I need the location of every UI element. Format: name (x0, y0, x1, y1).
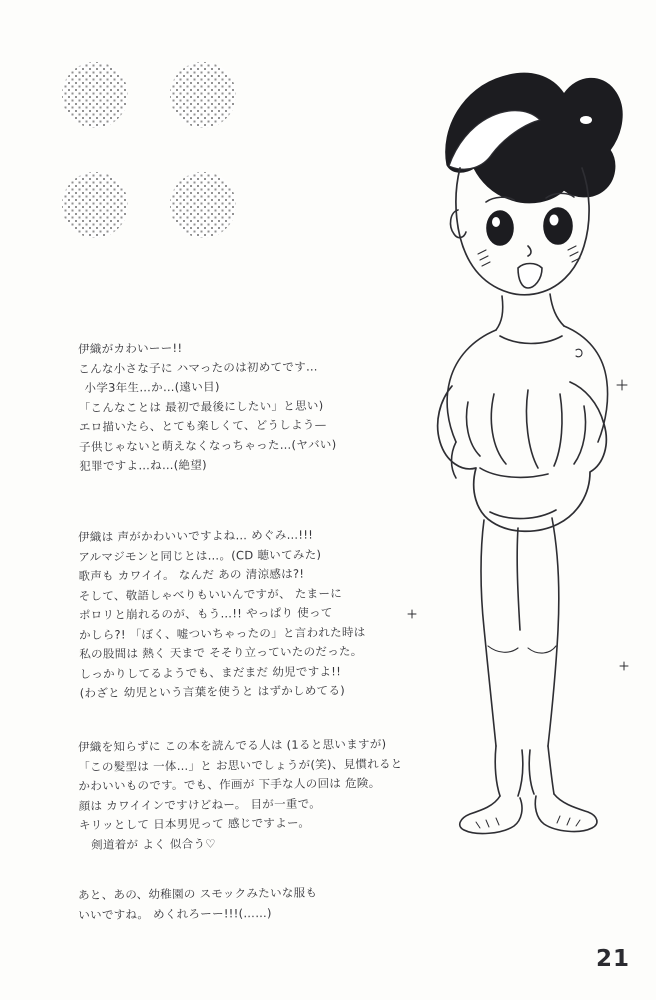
tone-circle-1-icon (62, 62, 128, 128)
note-line: ポロリと崩れるのが、もう…!! やっぱり 使って (78, 605, 333, 622)
tone-circle-3-icon (62, 172, 128, 238)
note-line: 伊織は 声がかわいいですよね… めぐみ…!!! (78, 527, 314, 544)
note-line: 小学3年生…か…(遠い目) (84, 379, 220, 395)
note-line: かわいいものです。でも、作画が 下手な人の回は 危険。 (78, 775, 381, 793)
note-line: (わざと 幼児という言葉を使うと はずかしめてる) (79, 683, 346, 700)
note-line: あと、あの、幼稚園の スモックみたいな服も (78, 885, 318, 902)
note-line: 伊織を知らずに この本を読んでる人は (1ると思いますが) (78, 736, 387, 754)
screentone-decoration (62, 62, 242, 242)
note-line: キリッとして 日本男児って 感じですよー。 (78, 815, 311, 832)
note-line: 犯罪ですよ…ね…(絶望) (79, 457, 207, 473)
note-line: エロ描いたら、とても楽しくて、どうしよう— (78, 417, 327, 434)
note-line: 「こんなことは 最初で最後にしたい」と思い) (78, 397, 324, 415)
note-line: アルマジモンと同じとは…。(CD 聴いてみた) (78, 546, 322, 564)
handwritten-note-block-1 (78, 337, 409, 477)
note-line: 歌声も カワイイ。 なんだ あの 清涼感は?! (78, 566, 305, 583)
tone-circle-2-icon (170, 62, 236, 128)
handwritten-note-block-2 (78, 525, 410, 704)
tone-circle-4-icon (170, 172, 236, 238)
note-line: 子供じゃないと萌えなくなっちゃった…(ヤバい) (79, 436, 337, 454)
handwritten-note-block-3 (78, 735, 409, 855)
handwritten-note-block-4 (78, 883, 408, 925)
note-line: 「この髪型は 一体…」と お思いでしょうが(笑)、見慣れると (78, 756, 403, 774)
note-line: かしら?! 「ぼく、嘘ついちゃったの」と言われた時は (79, 624, 366, 642)
note-line: こんな小さな子に ハマったのは初めてです… (78, 358, 318, 376)
note-line: いいですね。 めくれろーー!!!(……) (78, 905, 272, 922)
note-line: 剣道着が よく 似合う♡ (91, 836, 216, 852)
page-number: 21 (595, 946, 630, 972)
note-line: そして、敬語しゃべりもいいんですが、 たまーに (78, 585, 343, 603)
note-line: 伊織がカわいーー!! (78, 340, 183, 356)
note-line: しっかりしてるようでも、まだまだ 幼児ですよ!! (79, 663, 342, 681)
note-line: 顔は カワイインですけどねー。 目が一重で。 (78, 795, 322, 813)
note-line: 私の股間は 熱く 天まで そそり立っていたのだった。 (79, 644, 363, 661)
